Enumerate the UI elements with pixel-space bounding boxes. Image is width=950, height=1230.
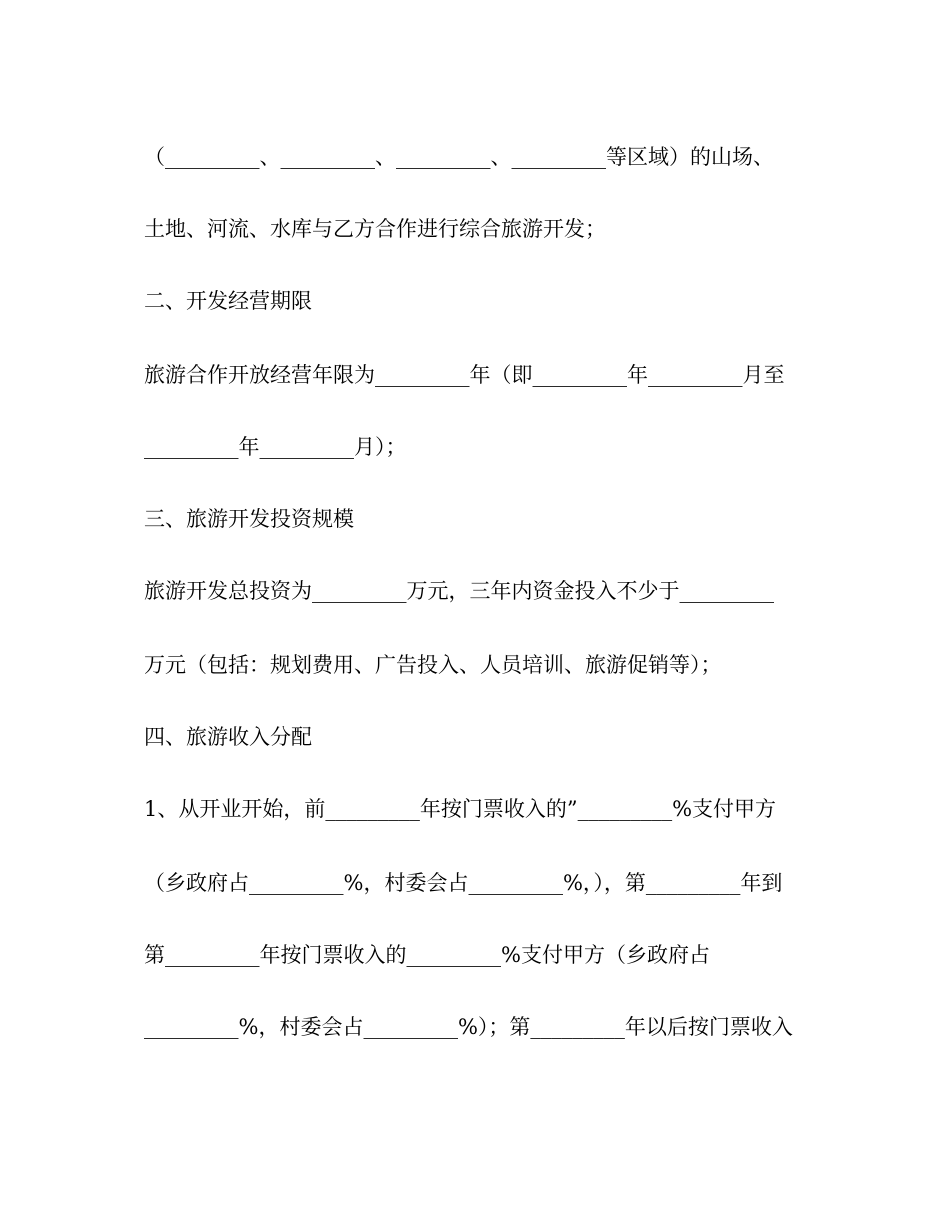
- text-line-4: 旅游合作开放经营年限为_________年（即_________年_________月至: [144, 363, 785, 387]
- text-line-8: 万元（包括：规划费用、广告投入、人员培训、旅游促销等）；: [144, 653, 722, 677]
- text-line-5: _________年_________月）；: [144, 435, 407, 459]
- text-line-7: 旅游开发总投资为_________万元，三年内资金投入不少于_________: [144, 579, 774, 603]
- text-line-2: 土地、河流、水库与乙方合作进行综合旅游开发；: [144, 217, 606, 241]
- section-heading-4: 四、旅游收入分配: [144, 725, 312, 749]
- text-line-13: _________%，村委会占_________%）；第_________年以后按门票收入: [144, 1015, 793, 1039]
- section-heading-2: 二、开发经营期限: [144, 289, 312, 313]
- section-heading-3: 三、旅游开发投资规模: [144, 507, 354, 531]
- text-line-11: （乡政府占_________%，村委会占_________%，），第_________年到: [144, 871, 783, 895]
- text-line-12: 第_________年按门票收入的_________%支付甲方（乡政府占: [144, 943, 710, 967]
- text-line-1: （_________、_________、_________、_________等区域）的山场、: [144, 145, 774, 169]
- text-line-10: 1、从开业开始，前_________年按门票收入的”_________%支付甲方: [144, 797, 777, 821]
